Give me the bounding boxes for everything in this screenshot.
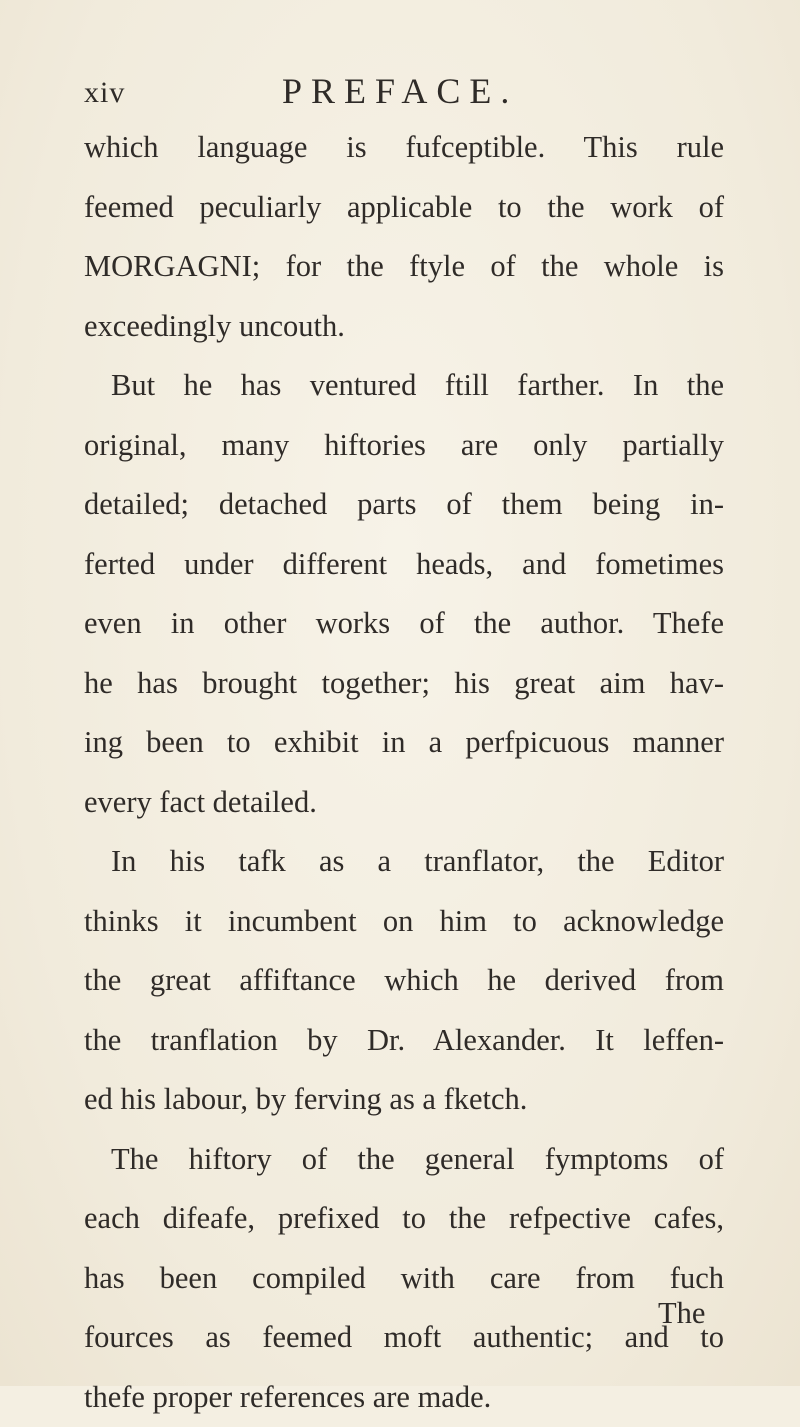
catchword: The [658,1296,705,1331]
text-line: has been compiled with care from fuch [84,1249,724,1309]
text-line: feemed peculiarly applicable to the work of [84,178,724,238]
text-line: fources as feemed moft authentic; and to [84,1308,724,1368]
text-line: every fact detailed. [84,773,724,833]
text-line: detailed; detached parts of them being in- [84,475,724,535]
page-number: xiv [84,76,125,110]
page-header [84,70,724,120]
text-line: MORGAGNI; for the ftyle of the whole is [84,237,724,297]
text-line: the tranflation by Dr. Alexander. It leffen- [84,1011,724,1071]
text-line: exceedingly uncouth. [84,297,724,357]
text-line: the great affiftance which he derived from [84,951,724,1011]
text-line: But he has ventured ftill farther. In the [84,356,724,416]
text-line: The hiftory of the general fymptoms of [84,1130,724,1190]
text-line: In his tafk as a tranflator, the Editor [84,832,724,892]
running-head: PREFACE. [282,70,518,112]
text-line: ed his labour, by ferving as a fketch. [84,1070,724,1130]
text-line: ing been to exhibit in a perfpicuous manner [84,713,724,773]
text-line: he has brought together; his great aim hav- [84,654,724,714]
text-line: which language is fufceptible. This rule [84,118,724,178]
text-line: thinks it incumbent on him to acknowledge [84,892,724,952]
text-line: original, many hiftories are only partially [84,416,724,476]
text-line: thefe proper references are made. [84,1368,724,1427]
text-line: each difeafe, prefixed to the refpective cafes, [84,1189,724,1249]
text-line: even in other works of the author. Thefe [84,594,724,654]
text-line: ferted under different heads, and fometimes [84,535,724,595]
body-text [84,118,724,1427]
